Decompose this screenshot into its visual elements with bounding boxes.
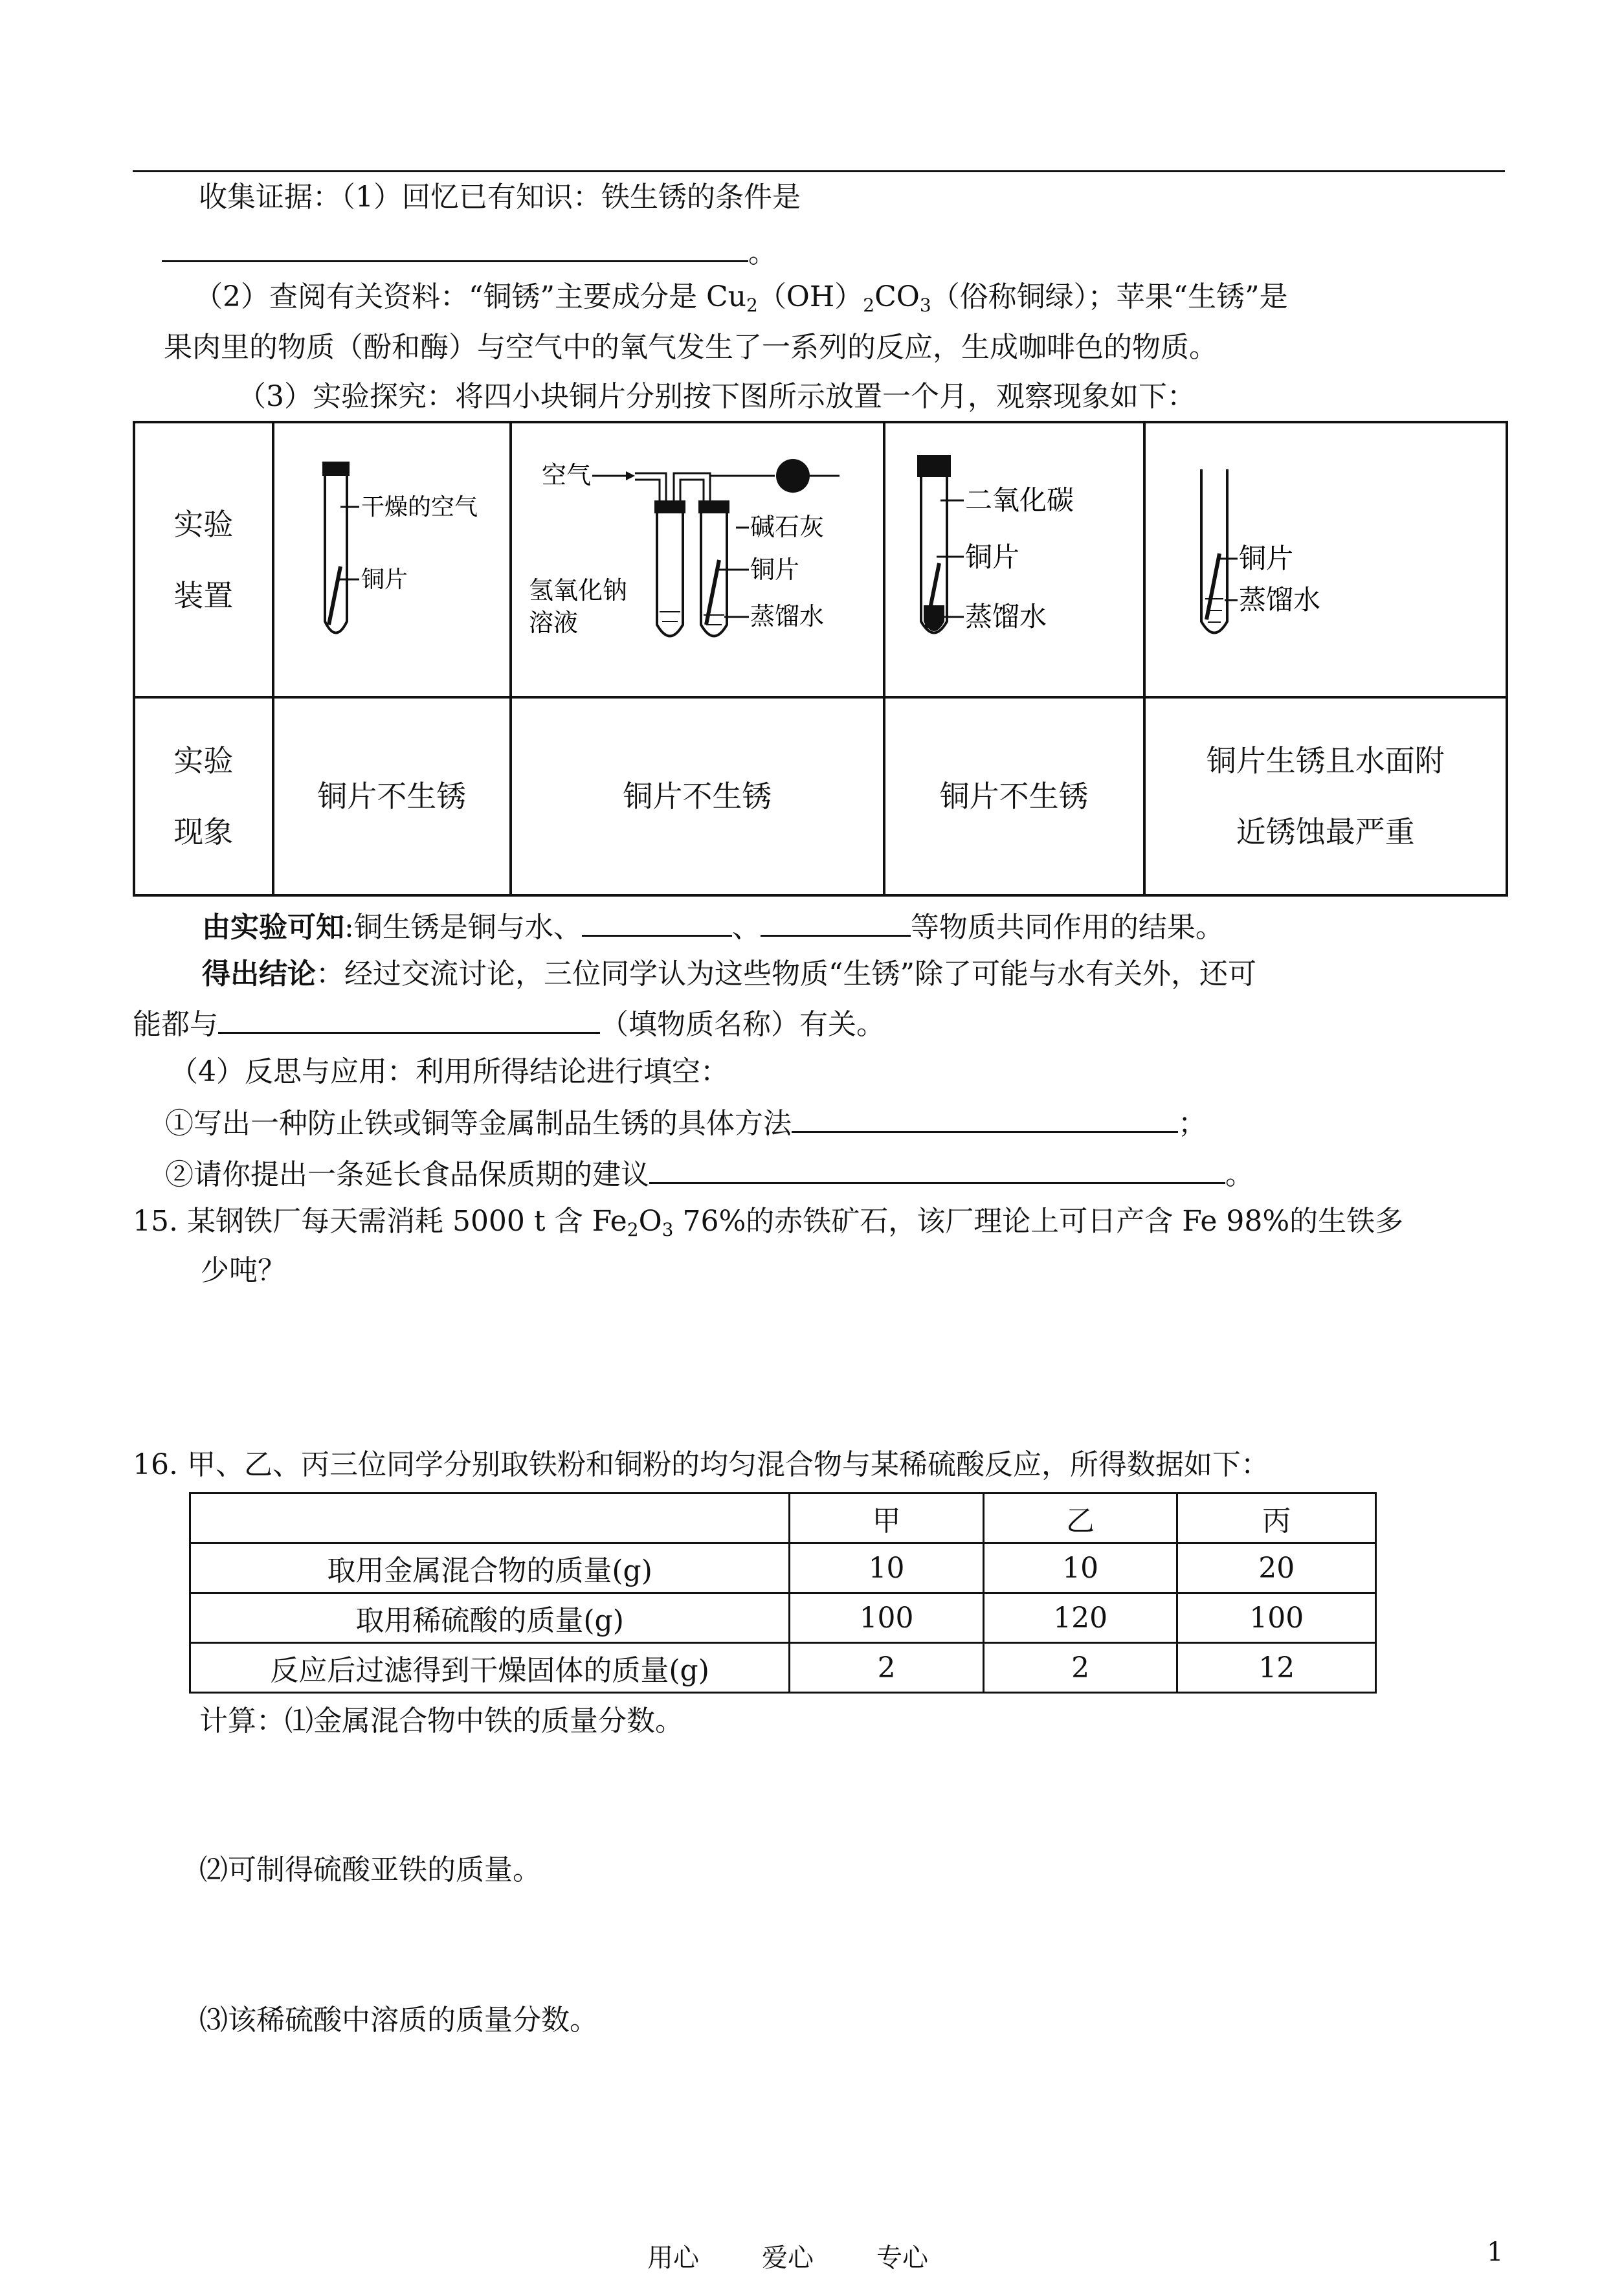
apparatus-b-cell — [511, 422, 884, 697]
item1-blank[interactable] — [792, 1102, 1178, 1133]
step3-text: （3）实验探究：将四小块铜片分别按下图所示放置一个月，观察现象如下： — [238, 380, 1196, 413]
footer-motto-1: 用心 — [647, 2243, 699, 2273]
q16-row2-label: 取用稀硫酸的质量(g) — [190, 1593, 790, 1643]
q16-row3-bing: 12 — [1177, 1643, 1376, 1693]
apparatus-row — [134, 422, 1507, 697]
conclusion-blank[interactable] — [218, 1003, 600, 1034]
table-row — [190, 1643, 1376, 1693]
observation-d-line1: 铜片生锈且水面附 — [1206, 743, 1445, 778]
step2-sub-a: 2 — [746, 295, 758, 316]
step2-text-d: （俗称铜绿）；苹果“生锈”是 — [931, 280, 1288, 313]
q16-row2-bing: 100 — [1177, 1593, 1376, 1643]
observation-d — [1144, 697, 1507, 895]
q16-row3-yi: 2 — [983, 1643, 1177, 1693]
q16-header-empty — [190, 1493, 790, 1543]
observation-header — [134, 697, 273, 895]
observation-b: 铜片不生锈 — [511, 697, 884, 895]
q16-row3-jia: 2 — [790, 1643, 984, 1693]
q16-row1-jia: 10 — [790, 1543, 984, 1593]
apparatus-b-copper-label: 铜片 — [750, 555, 800, 584]
step2-sub-b: 2 — [863, 295, 875, 316]
findings-line — [202, 906, 1224, 946]
q16-data-table — [189, 1492, 1377, 1694]
step2-sub-c: 3 — [919, 295, 931, 316]
conclusion-line — [202, 956, 1256, 993]
footer-motto-2: 爱心 — [762, 2243, 814, 2273]
apparatus-a-air-label: 干燥的空气 — [361, 493, 478, 520]
apparatus-c-water-label: 蒸馏水 — [964, 600, 1047, 632]
q16-row2-yi: 120 — [983, 1593, 1177, 1643]
table-row — [190, 1593, 1376, 1643]
apparatus-d-cell — [1144, 422, 1507, 697]
q16-intro-text: 16. 甲、乙、丙三位同学分别取铁粉和铜粉的均匀混合物与某稀硫酸反应，所得数据如下： — [133, 1448, 1269, 1481]
apparatus-c-copper-label: 铜片 — [964, 541, 1019, 573]
step2-line2 — [164, 329, 1218, 366]
apparatus-header-line1: 实验 — [173, 506, 234, 542]
q16-row1-yi: 10 — [983, 1543, 1177, 1593]
apparatus-b-diagram — [516, 450, 878, 670]
step3-line — [238, 378, 1196, 416]
step2-line2-text: 果肉里的物质（酚和酶）与空气中的氧气发生了一系列的反应，生成咖啡色的物质。 — [164, 331, 1218, 364]
findings-text-a: :铜生锈是铜与水、 — [344, 911, 582, 944]
table-row — [190, 1543, 1376, 1593]
q16-row2-jia: 100 — [790, 1593, 984, 1643]
q15-text-a: 15. 某钢铁厂每天需消耗 5000 t 含 Fe — [133, 1205, 627, 1238]
conclusion-line2-start: 能都与 — [133, 1008, 218, 1041]
findings-sep: 、 — [731, 911, 761, 944]
q16-calc1-line — [199, 1703, 684, 1740]
q16-row1-label: 取用金属混合物的质量(g) — [190, 1543, 790, 1593]
q16-header-row — [190, 1493, 1376, 1543]
q16-calc3-text: ⑶该稀硫酸中溶质的质量分数。 — [199, 2004, 598, 2037]
q16-row1-bing: 20 — [1177, 1543, 1376, 1593]
q16-intro-line — [133, 1446, 1269, 1484]
apparatus-header-line2: 装置 — [173, 577, 234, 613]
apparatus-header — [134, 422, 273, 697]
apparatus-c-co2-label: 二氧化碳 — [964, 484, 1074, 516]
q16-calc1-text: 计算：⑴金属混合物中铁的质量分数。 — [199, 1705, 684, 1738]
period: 。 — [748, 236, 777, 269]
item2-end: 。 — [1225, 1158, 1254, 1191]
conclusion-line2 — [133, 1003, 885, 1044]
q16-calc3-line — [199, 2002, 598, 2039]
q16-header-yi: 乙 — [983, 1493, 1177, 1543]
collect-evidence-line — [199, 179, 801, 216]
observation-a: 铜片不生锈 — [273, 697, 511, 895]
apparatus-b-sodalime-label: 碱石灰 — [750, 512, 825, 541]
item2-line — [165, 1154, 1254, 1194]
q16-calc2-line — [199, 1851, 541, 1889]
apparatus-a-cell — [273, 422, 511, 697]
observation-header-line1: 实验 — [173, 743, 234, 778]
page-number: 1 — [1487, 2237, 1504, 2267]
q16-row3-label: 反应后过滤得到干燥固体的质量(g) — [190, 1643, 790, 1693]
apparatus-b-air-label: 空气 — [542, 460, 592, 489]
conclusion-text: ：经过交流讨论，三位同学认为这些物质“生锈”除了可能与水有关外，还可 — [316, 957, 1256, 990]
q15-text-b: O — [638, 1205, 662, 1238]
step2-text-c: CO — [874, 280, 920, 313]
collect-evidence-text: 收集证据：（1）回忆已有知识：铁生锈的条件是 — [199, 181, 801, 214]
q16-header-jia: 甲 — [790, 1493, 984, 1543]
q15-text-line2: 少吨？ — [201, 1254, 286, 1287]
conclusion-label: 得出结论 — [202, 957, 316, 990]
q16-calc2-text: ⑵可制得硫酸亚铁的质量。 — [199, 1853, 541, 1886]
iron-rust-condition-blank[interactable] — [162, 232, 748, 262]
apparatus-b-solution-label: 溶液 — [529, 608, 579, 637]
findings-blank-1[interactable] — [582, 906, 732, 937]
q15-sub-a: 2 — [627, 1219, 639, 1240]
observation-header-line2: 现象 — [173, 814, 234, 849]
apparatus-a-copper-label: 铜片 — [361, 566, 408, 593]
iron-rust-condition-line — [162, 232, 777, 272]
item2-text: ②请你提出一条延长食品保质期的建议 — [165, 1158, 649, 1191]
step2-text-a: （2）查阅有关资料：“铜锈”主要成分是 Cu — [194, 280, 746, 313]
conclusion-line2-end: （填物质名称）有关。 — [600, 1008, 885, 1041]
findings-blank-2[interactable] — [761, 906, 911, 937]
findings-label: 由实验可知 — [202, 911, 344, 944]
apparatus-c-cell — [884, 422, 1144, 697]
observation-row — [134, 697, 1507, 895]
q16-header-bing: 丙 — [1177, 1493, 1376, 1543]
step2-line — [194, 278, 1288, 316]
q15-text-c: 76%的赤铁矿石，该厂理论上可日产含 Fe 98%的生铁多 — [673, 1205, 1404, 1238]
apparatus-d-water-label: 蒸馏水 — [1238, 583, 1320, 616]
apparatus-d-diagram — [1157, 450, 1494, 670]
observation-d-line2: 近锈蚀最严重 — [1236, 814, 1415, 849]
observation-c: 铜片不生锈 — [884, 697, 1144, 895]
header-rule — [133, 170, 1505, 172]
item1-text: ①写出一种防止铁或铜等金属制品生锈的具体方法 — [165, 1107, 792, 1140]
q15-line1 — [133, 1203, 1403, 1240]
apparatus-b-naoh-label: 氢氧化钠 — [529, 576, 628, 605]
apparatus-c-diagram — [891, 450, 1137, 670]
q15-line2 — [201, 1252, 286, 1290]
footer-motto-3: 专心 — [876, 2243, 928, 2273]
step4-line — [170, 1053, 729, 1091]
item1-end: ； — [1178, 1107, 1207, 1140]
step2-text-b: （OH） — [757, 280, 863, 313]
apparatus-b-water-label: 蒸馏水 — [750, 601, 825, 631]
findings-text-b: 等物质共同作用的结果。 — [910, 911, 1224, 944]
apparatus-d-copper-label: 铜片 — [1238, 542, 1293, 574]
q15-sub-b: 3 — [662, 1219, 674, 1240]
step4-text: （4）反思与应用：利用所得结论进行填空： — [170, 1055, 729, 1088]
experiment-table — [133, 421, 1508, 897]
apparatus-a-diagram — [285, 450, 498, 670]
item1-line — [165, 1102, 1207, 1143]
item2-blank[interactable] — [649, 1154, 1225, 1184]
